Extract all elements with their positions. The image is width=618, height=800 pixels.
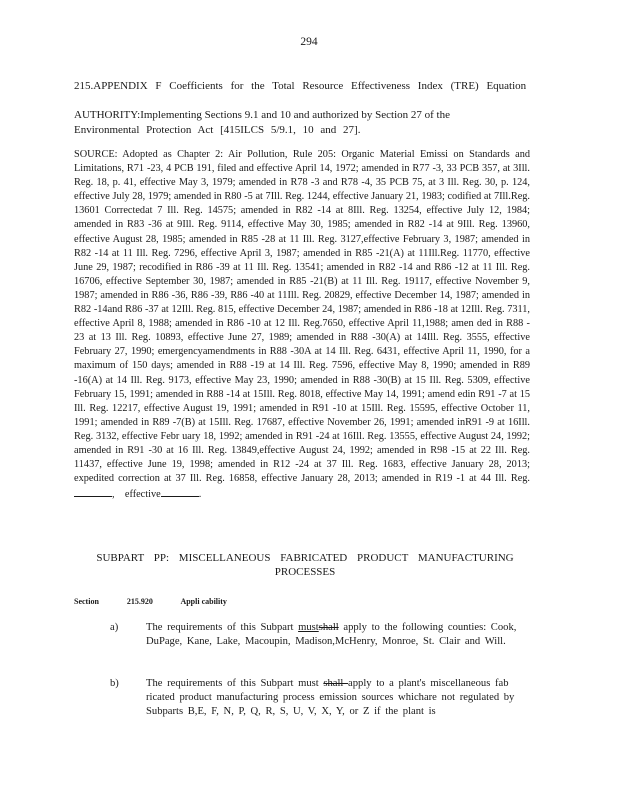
subsection-b: [110, 677, 530, 719]
blank-line: [161, 486, 199, 497]
authority-note: [74, 108, 530, 138]
section-title: Appli cability: [180, 597, 227, 606]
authority-line-2: Environmental Protection Act [415ILCS 5/9.1, 10 and 27].: [74, 124, 361, 136]
section-label: Section: [74, 597, 99, 606]
subsection-text: The requirements of this Subpart mustshall apply to the following counties: Cook, DuPage, Kane, Lake, Macoupin, Madison,McHenry, Monroe, St. Clair and Will.: [146, 622, 517, 647]
subpart-heading: [80, 551, 530, 579]
subpart-line-1: SUBPART PP: MISCELLANEOUS FABRICATED PRODUCT MANUFACTURING: [96, 552, 514, 564]
source-separator: ,: [112, 489, 115, 501]
source-text: SOURCE: Adopted as Chapter 2: Air Pollution, Rule 205: Organic Material Emissi on Standards and Limitations, R71 -23, 4 PCB 191, filed and effective April 14, 1972; amended in R77 -3, 33 PCB 357, at 3Ill. Reg. 18, p. 41, effective May 3, 1979; amended in R78 -3 and R78 -4, 35 PCB 75, at 3 Ill. Reg. 30, p. 124, effective July 28, 1979; amended in R80 -5 at 7Ill. Reg. 1244, effective January 21, 1983; codified at 7Ill.Reg. 13601 Correctedat 7 Ill. Reg. 14575; amended in R82 -14 at 8Ill. Reg. 13254, effective July 12, 1984; amended in R83 -36 at 9Ill. Reg. 9114, effective May 30, 1985; amended in R82 -14 at 9Ill. Reg. 13960, effective August 28, 1985; amended in R85 -28 at 11 Ill. Reg. 3127,effective February 3, 1987; amended in R82 -14 at 11 Ill. Reg. 7296, effective April 3, 1987; amended in R85 -21(A) at 11Ill.Reg. 11770, effective June 29, 1987; recodified in R86 -39 at 11 Ill. Reg. 13541; amended in R82 -14 and R86 -12 at 11 Ill. Reg. 16706, effective September 30, 1987; amended in R85 -21(B) at 11 Ill. Reg. 19117, effective November 9, 1987; amended in R86 -36, R86 -39, R86 -40 at 11Ill. Reg. 20829, effective December 14, 1987; amended in R82 -14and R86 -37 at 12Ill. Reg. 815, effective December 24, 1987; amended in R86 -18 at 12Ill. Reg. 7311, effective April 8, 1988; amended in R86 -10 at 12 Ill. Reg.7650, effective April 11,1988; amen ded in R88 - 23 at 13 Ill. Reg. 10893, effective June 27, 1989; amended in R88 -30(A) at 14Ill. Reg. 3555, effective February 27, 1990; emergencyamendments in R88 -30A at 14 Ill. Reg. 6431, effective April 11, 1990, for a maximum of 150 days; amended in R88 -19 at 14 Ill. Reg. 7596, effective May 8, 1990; amended in R89 -16(A) at 14 Ill. Reg. 9173, effective May 23, 1990; amended in R88 -30(B) at 15 Ill. Reg. 5309, effective February 15, 1991; amended in R88 -14 at 15Ill. Reg. 8018, effective May 14, 1991; amend edin R91 -7 at 15 Ill. Reg. 12217, effective August 19, 1991; amended in R91 -10 at 15Ill. Reg. 15595, effective October 11, 1991; amended in R89 -7(B) at 15Ill. Reg. 17687, effective November 26, 1991; amended inR91 -9 at 16Ill. Reg. 3132, effective Febr uary 18, 1992; amended in R91 -24 at 16Ill. Reg. 13555, effective August 24, 1992; amended in R91 -30 at 16 Ill. Reg. 13849,effective August 24, 1992; amended in R98 -15 at 22 Ill. Reg. 11437, effective June 19, 1998; amended in R12 -24 at 37 Ill. Reg. 1683, effective January 28, 2013; expedited correction at 37 Ill. Reg. 16858, effective January 28, 2013; amended in R19 -1 at 44 Ill. Reg.: [74, 149, 530, 485]
section-heading: [74, 597, 253, 606]
subsection-label: b): [110, 678, 119, 689]
page-number: 294: [300, 36, 318, 48]
section-number: 215.920: [126, 597, 153, 606]
appendix-heading: 215.APPENDIX F Coefficients for the Total Resource Effectiveness Index (TRE) Equation: [74, 80, 527, 92]
subsection-a: [110, 621, 530, 649]
subsection-text: The requirements of this Subpart must shall apply to a plant's miscellaneous fab ricated product manufacturing process emission sources whichare not regulated by Subparts B,E, F, N, P, Q, R, S, U, V, X, Y, or Z if the plant is: [146, 678, 515, 717]
source-note: SOURCE: Adopted as Chapter 2: Air Pollution, Rule 205: Organic Material Emissi on Standards and Limitations, R71 -23, 4 PCB 191, filed and effective April 14, 1972; amended in R77 -3, 33 PCB 357, at 3Ill. Reg. 18, p. 41, effective May 3, 1979; amended in R78 -3 and R78 -4, 35 PCB 75, at 3 Ill. Reg. 30, p. 124, effective July 28, 1979; amended in R80 -5 at 7Ill. Reg. 1244, effective January 21, 1983; codified at 7Ill.Reg. 13601 Correctedat 7 Ill. Reg. 14575; amended in R82 -14 at 8Ill. Reg. 13254, effective July 12, 1984; amended in R83 -36 at 9Ill. Reg. 9114, effective May 30, 1985; amended in R82 -14 at 9Ill. Reg. 13960, effective August 28, 1985; amended in R85 -28 at 11 Ill. Reg. 3127,effective February 3, 1987; amended in R82 -14 at 11 Ill. Reg. 7296, effective April 3, 1987; amended in R85 -21(A) at 11Ill.Reg. 11770, effective June 29, 1987; recodified in R86 -39 at 11 Ill. Reg. 13541; amended in R82 -14 and R86 -12 at 11 Ill. Reg. 16706, effective September 30, 1987; amended in R85 -21(B) at 11 Ill. Reg. 19117, effective November 9, 1987; amended in R86 -36, R86 -39, R86 -40 at 11Ill. Reg. 20829, effective December 14, 1987; amended in R82 -14and R86 -37 at 12Ill. Reg. 815, effective December 24, 1987; amended in R86 -18 at 12Ill. Reg. 7311, effective April 8, 1988; amended in R86 -10 at 12 Ill. Reg.7650, effective April 11,1988; amen ded in R88 - 23 at 13 Ill. Reg. 10893, effective June 27, 1989; amended in R88 -30(A) at 14Ill. Reg. 3555, effective February 27, 1990; emergencyamendments in R88 -30A at 14 Ill. Reg. 6431, effective April 11, 1990, for a maximum of 150 days; amended in R88 -19 at 14 Ill. Reg. 7596, effective May 8, 1990; amended in R89 -16(A) at 14 Ill. Reg. 9173, effective May 23, 1990; amended in R88 -30(B) at 15 Ill. Reg. 5309, effective February 15, 1991; amended in R88 -14 at 15Ill. Reg. 8018, effective May 14, 1991; amend edin R91 -7 at 15 Ill. Reg. 12217, effective August 19, 1991; amended in R91 -10 at 15Ill. Reg. 15595, effective October 11, 1991; amended in R89 -7(B) at 15Ill. Reg. 17687, effective November 26, 1991; amended inR91 -9 at 16Ill. Reg. 3132, effective Febr uary 18, 1992; amended in R91 -24 at 16Ill. Reg. 13555, effective August 24, 1992; amended in R91 -30 at 16 Ill. Reg. 13849,effective August 24, 1992; amended in R98 -15 at 22 Ill. Reg. 11437, effective June 19, 1998; amended in R12 -24 at 37 Ill. Reg. 1683, effective January 28, 2013; expedited correction at 37 Ill. Reg. 16858, effective January 28, 2013; amended in R19 -1 at 44 Ill. Reg., effective .: [74, 149, 530, 501]
blank-line: [74, 486, 112, 497]
subsection-label: a): [110, 622, 119, 633]
deleted-text: shall: [318, 622, 339, 633]
inserted-text: must: [298, 622, 319, 633]
deleted-text: shall: [323, 678, 349, 689]
subpart-line-2: PROCESSES: [274, 566, 336, 578]
source-effective-label: effective: [124, 489, 161, 501]
authority-line-1: AUTHORITY:Implementing Sections 9.1 and 10 and authorized by Section 27 of the: [74, 109, 450, 121]
